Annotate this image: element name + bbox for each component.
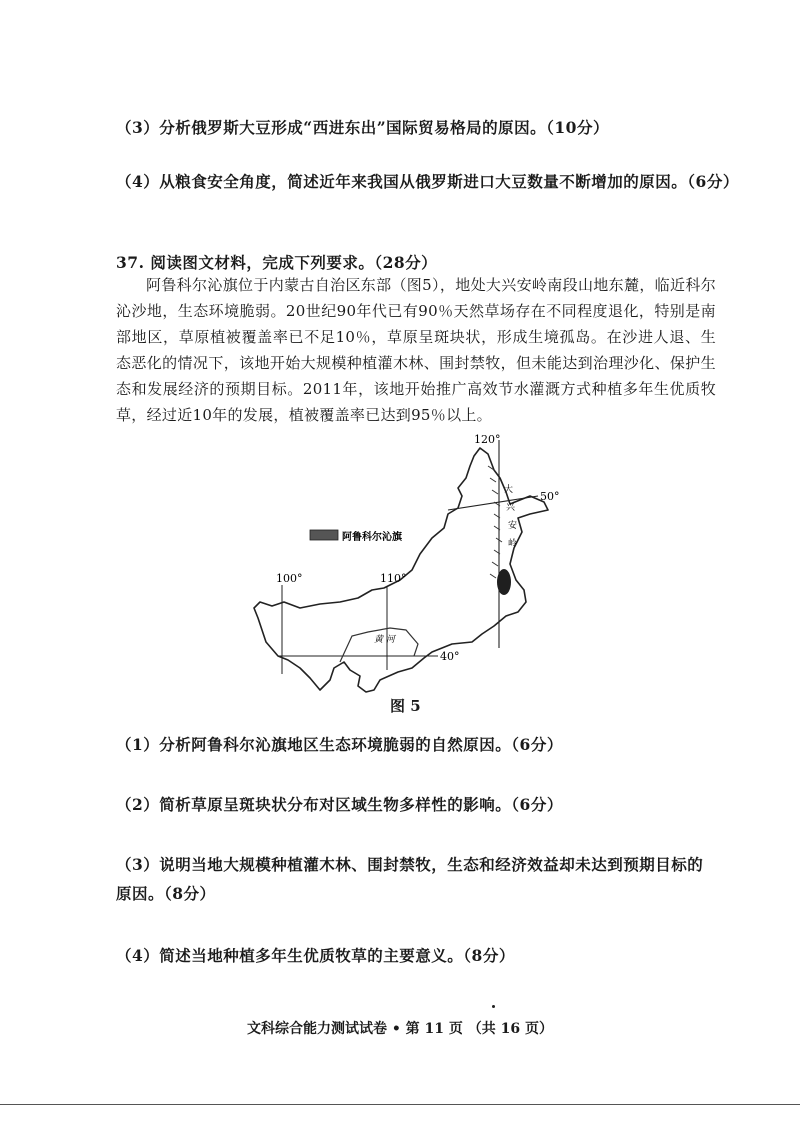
longitude-110-label: 110°	[380, 572, 407, 585]
mountain-range	[488, 466, 502, 578]
subquestion-2: （2）简析草原呈斑块状分布对区域生物多样性的影响。（6分）	[116, 795, 563, 814]
material-passage: 阿鲁科尔沁旗位于内蒙古自治区东部（图5），地处大兴安岭南段山地东麓，临近科尔沁沙地，生态环境脆弱。20世纪90年代已有90％天然草场存在不同程度退化，特别是南部地区，草原植被覆盖率已不足10％，草原呈斑块状，形成生境孤岛。在沙进人退、生态恶化的情况下，该地开始大规模种植灌木林、围封禁牧，但未能达到治理沙化、保护生态和发展经济的预期目标。2011年，该地开始推广高效节水灌溉方式种植多年生优质牧草，经过近10年的发展，植被覆盖率已达到95％以上。	[116, 276, 716, 424]
mountain-char-3: 安	[508, 521, 518, 531]
mountain-char-4: 岭	[508, 539, 518, 549]
question-3-previous: （3）分析俄罗斯大豆形成“西进东出”国际贸易格局的原因。（10分）	[116, 118, 609, 137]
yellow-river	[340, 628, 418, 662]
arukorqin-area	[497, 569, 511, 595]
subquestion-3: （3）说明当地大规模种植灌木林、围封禁牧，生态和经济效益却未达到预期目标的原因。（8分）	[116, 855, 704, 904]
longitude-100-label: 100°	[276, 572, 303, 585]
subquestion-1: （1）分析阿鲁科尔沁旗地区生态环境脆弱的自然原因。（6分）	[116, 735, 563, 754]
page-footer: 文科综合能力测试试卷 • 第 11 页 （共 16 页）	[246, 1021, 554, 1037]
yellow-river-label: 黄 河	[374, 635, 395, 645]
ink-dot	[492, 1005, 495, 1008]
scan-edge-line	[0, 1104, 800, 1105]
latitude-40-label: 40°	[440, 650, 460, 663]
question-4-previous: （4）从粮食安全角度，简述近年来我国从俄罗斯进口大豆数量不断增加的原因。（6分）	[116, 172, 739, 191]
mountain-char-1: 大	[504, 485, 514, 495]
figure-5-map	[248, 430, 568, 730]
question-37-title: 37. 阅读图文材料，完成下列要求。（28分）	[116, 253, 438, 272]
subquestion-4: （4）简述当地种植多年生优质牧草的主要意义。（8分）	[116, 946, 515, 965]
latitude-50-label: 50°	[540, 490, 560, 503]
figure-caption: 图 5	[390, 697, 421, 715]
legend-label: 阿鲁科尔沁旗	[342, 532, 402, 543]
longitude-120-label: 120°	[474, 433, 501, 446]
legend-swatch	[310, 530, 338, 540]
mountain-char-2: 兴	[506, 503, 516, 513]
